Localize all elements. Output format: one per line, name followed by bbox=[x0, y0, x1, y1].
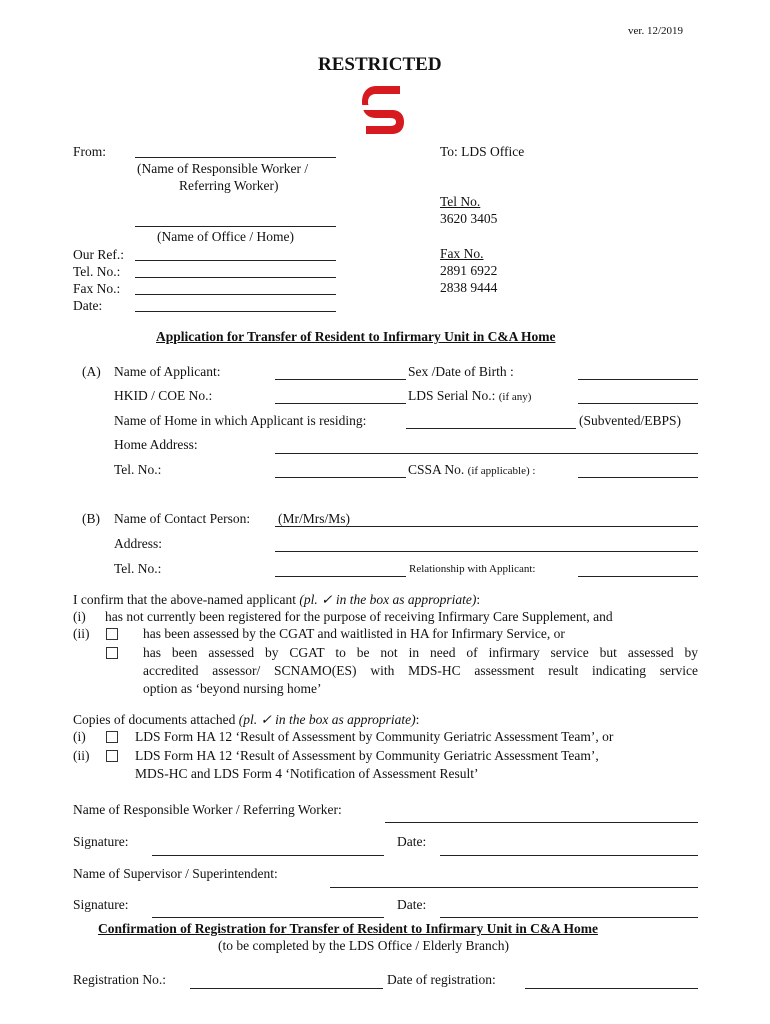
worker-name-label: Name of Responsible Worker / Referring Worker: bbox=[73, 802, 342, 817]
confirm-intro: I confirm that the above-named applicant (pl. ✓ in the box as appropriate): bbox=[73, 592, 481, 607]
copies-item1-marker: (i) bbox=[73, 729, 86, 744]
supervisor-name-label: Name of Supervisor / Superintendent: bbox=[73, 866, 278, 881]
fax-line[interactable] bbox=[135, 294, 336, 295]
supervisor-name-field[interactable] bbox=[330, 887, 698, 888]
relationship-field[interactable] bbox=[578, 576, 698, 577]
supervisor-date-field[interactable] bbox=[440, 917, 698, 918]
home-tel-field[interactable] bbox=[275, 477, 406, 478]
home-address-label: Home Address: bbox=[114, 437, 198, 452]
mds-hc-text-line2: accredited assessor/ SCNAMO(ES) with MDS-HC assessment result indicating service bbox=[143, 663, 698, 678]
our-ref-line[interactable] bbox=[135, 260, 336, 261]
sex-dob-label: Sex /Date of Birth : bbox=[408, 364, 514, 379]
home-name-label: Name of Home in which Applicant is residing: bbox=[114, 413, 367, 428]
to-label: To: LDS Office bbox=[440, 144, 525, 159]
tel-line[interactable] bbox=[135, 277, 336, 278]
cssa-label: CSSA No. (if applicable) : bbox=[408, 462, 536, 477]
ha12-checkbox[interactable] bbox=[106, 731, 118, 743]
contact-person-field[interactable] bbox=[275, 526, 698, 527]
contact-tel-field[interactable] bbox=[275, 576, 406, 577]
contact-address-label: Address: bbox=[114, 536, 162, 551]
applicant-name-label: Name of Applicant: bbox=[114, 364, 221, 379]
registration-date-label: Date of registration: bbox=[387, 972, 496, 987]
hkid-label: HKID / COE No.: bbox=[114, 388, 213, 403]
supervisor-signature-field[interactable] bbox=[152, 917, 384, 918]
from-label: From: bbox=[73, 144, 107, 159]
ha12-mdshc-text-line2: MDS-HC and LDS Form 4 ‘Notification of Assessment Result’ bbox=[135, 766, 479, 781]
lds-logo-icon bbox=[360, 80, 408, 136]
contact-person-label: Name of Contact Person: bbox=[114, 511, 251, 526]
version-label: ver. 12/2019 bbox=[628, 25, 683, 37]
sign-date-field[interactable] bbox=[440, 855, 698, 856]
tel-heading: Tel No. bbox=[440, 194, 481, 209]
ha12-text: LDS Form HA 12 ‘Result of Assessment by Community Geriatric Assessment Team’, or bbox=[135, 729, 614, 744]
mds-hc-text-line1: has been assessed by CGAT to be not in need of infirmary service but assessed by bbox=[143, 645, 698, 660]
tel-label: Tel. No.: bbox=[73, 264, 121, 279]
signature-field[interactable] bbox=[152, 855, 384, 856]
fax-label: Fax No.: bbox=[73, 281, 121, 296]
our-ref-label: Our Ref.: bbox=[73, 247, 124, 262]
sign-date-label: Date: bbox=[397, 834, 427, 849]
worker-caption: (Name of Responsible Worker / bbox=[137, 161, 309, 176]
restricted-heading: RESTRICTED bbox=[318, 54, 442, 75]
date-line[interactable] bbox=[135, 311, 336, 312]
worker-name-line[interactable] bbox=[135, 157, 336, 158]
cgat-waitlisted-checkbox[interactable] bbox=[106, 628, 118, 640]
supervisor-date-label: Date: bbox=[397, 897, 427, 912]
ha12-mdshc-checkbox[interactable] bbox=[106, 750, 118, 762]
copies-item2-marker: (ii) bbox=[73, 748, 90, 763]
section-a-marker: (A) bbox=[82, 364, 101, 379]
date-label: Date: bbox=[73, 298, 103, 313]
contact-title-prefix: (Mr/Mrs/Ms) bbox=[278, 511, 351, 526]
home-tel-label: Tel. No.: bbox=[114, 462, 162, 477]
registration-no-label: Registration No.: bbox=[73, 972, 166, 987]
fax-heading: Fax No. bbox=[440, 246, 484, 261]
applicant-name-field[interactable] bbox=[275, 379, 406, 380]
mds-hc-text-line3: option as ‘beyond nursing home’ bbox=[143, 681, 322, 696]
registration-date-field[interactable] bbox=[525, 988, 698, 989]
fax-value-1: 2891 6922 bbox=[440, 263, 498, 278]
confirm-item2-marker: (ii) bbox=[73, 626, 90, 641]
lds-serial-field[interactable] bbox=[578, 403, 698, 404]
form-title: Application for Transfer of Resident to Infirmary Unit in C&A Home bbox=[156, 329, 556, 344]
hkid-field[interactable] bbox=[275, 403, 406, 404]
confirmation-title: Confirmation of Registration for Transfer of Resident to Infirmary Unit in C&A Home bbox=[98, 921, 598, 936]
registration-no-field[interactable] bbox=[190, 988, 383, 989]
worker-name-field[interactable] bbox=[385, 822, 698, 823]
relationship-label: Relationship with Applicant: bbox=[409, 563, 536, 575]
lds-serial-label: LDS Serial No.: (if any) bbox=[408, 388, 532, 403]
confirm-item1-marker: (i) bbox=[73, 609, 86, 624]
mds-hc-checkbox[interactable] bbox=[106, 647, 118, 659]
confirmation-subtitle: (to be completed by the LDS Office / Elderly Branch) bbox=[218, 938, 510, 953]
tel-value: 3620 3405 bbox=[440, 211, 498, 226]
office-name-line[interactable] bbox=[135, 226, 336, 227]
cgat-waitlisted-text: has been assessed by the CGAT and waitlisted in HA for Infirmary Service, or bbox=[143, 626, 565, 641]
cssa-field[interactable] bbox=[578, 477, 698, 478]
contact-address-field[interactable] bbox=[275, 551, 698, 552]
home-type-label: (Subvented/EBPS) bbox=[579, 413, 682, 428]
sex-dob-field[interactable] bbox=[578, 379, 698, 380]
ha12-mdshc-text-line1: LDS Form HA 12 ‘Result of Assessment by Community Geriatric Assessment Team’, bbox=[135, 748, 599, 763]
home-name-field[interactable] bbox=[406, 428, 576, 429]
fax-value-2: 2838 9444 bbox=[440, 280, 498, 295]
worker-caption-2: Referring Worker) bbox=[179, 178, 279, 193]
signature-label: Signature: bbox=[73, 834, 129, 849]
copies-intro: Copies of documents attached (pl. ✓ in the box as appropriate): bbox=[73, 712, 420, 727]
home-address-field[interactable] bbox=[275, 453, 698, 454]
office-caption: (Name of Office / Home) bbox=[157, 229, 294, 244]
section-b-marker: (B) bbox=[82, 511, 100, 526]
supervisor-signature-label: Signature: bbox=[73, 897, 129, 912]
confirm-item1: has not currently been registered for the purpose of receiving Infirmary Care Supplement, and bbox=[105, 609, 613, 624]
contact-tel-label: Tel. No.: bbox=[114, 561, 162, 576]
